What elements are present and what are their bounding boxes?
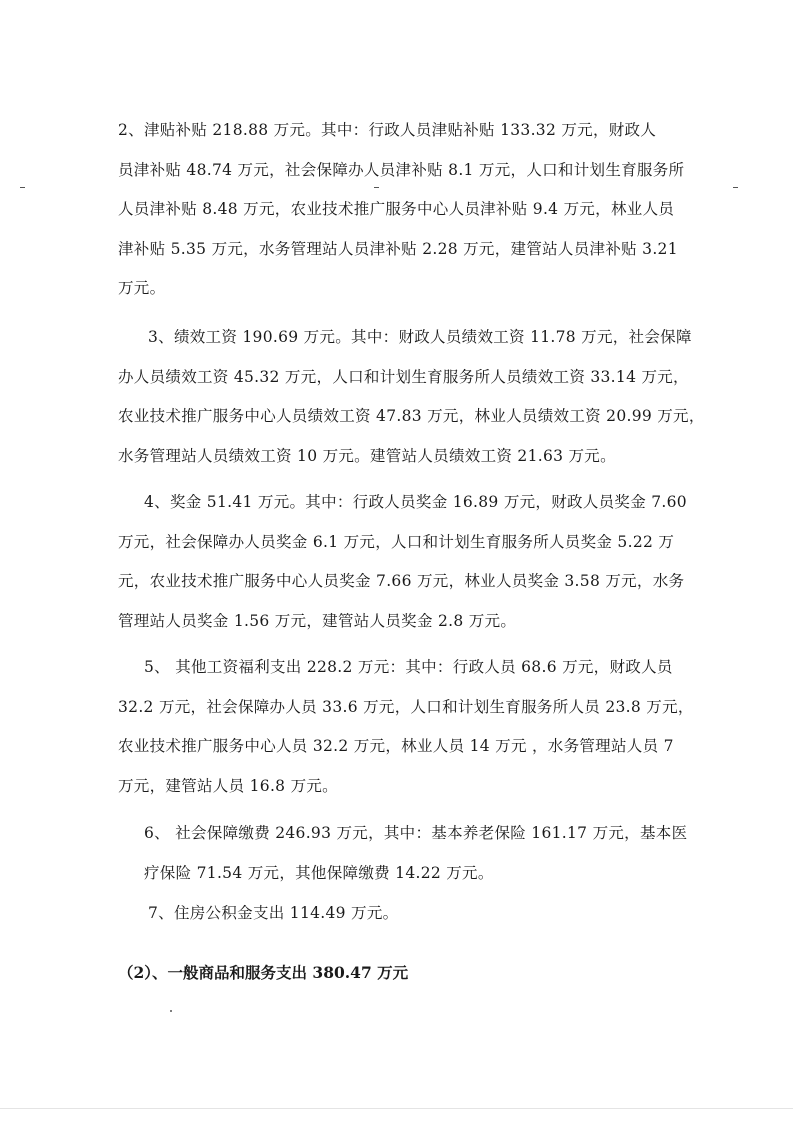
scan-dot [170,1010,172,1012]
text-line: 2、津贴补贴 218.88 万元。其中：行政人员津贴补贴 133.32 万元，财政人 [118,121,657,139]
paragraph-allowance [118,111,685,309]
text-line: 管理站人员奖金 1.56 万元，建管站人员奖金 2.8 万元。 [118,611,517,630]
text-line: 5、 其他工资福利支出 228.2 万元：其中：行政人员 68.6 万元，财政人员 [144,658,673,676]
section-heading: （2）、一般商品和服务支出 380.47 万元 [118,963,409,982]
text-line: 津补贴 5.35 万元，水务管理站人员津补贴 2.28 万元，建管站人员津补贴 3.21 [118,239,678,258]
text-line: 农业技术推广服务中心人员绩效工资 47.83 万元，林业人员绩效工资 20.99 万元， [118,407,705,425]
text-line: 4、奖金 51.41 万元。其中：行政人员奖金 16.89 万元，财政人员奖金 7.60 [144,493,687,511]
text-line: 人员津补贴 8.48 万元，农业技术推广服务中心人员津补贴 9.4 万元，林业人员 [118,200,675,218]
text-line: 万元，建管站人员 16.8 万元。 [118,776,338,795]
page-edge [0,1108,793,1109]
text-line: 6、 社会保障缴费 246.93 万元，其中：基本养老保险 161.17 万元，基本医 [144,824,688,842]
text-line: 万元。 [118,279,166,297]
text-line: 疗保险 71.54 万元，其他保障缴费 14.22 万元。 [144,863,494,882]
scan-mark [733,187,738,188]
paragraph-social-security [118,814,688,893]
text-line: 农业技术推广服务中心人员 32.2 万元，林业人员 14 万元 ，水务管理站人员 7 [118,737,674,755]
text-line: 32.2 万元，社会保障办人员 33.6 万元，人口和计划生育服务所人员 23.8 万元， [118,697,694,716]
text-line: 7、住房公积金支出 114.49 万元。 [148,904,399,922]
text-line: 3、绩效工资 190.69 万元。其中：财政人员绩效工资 11.78 万元，社会保障 [148,328,692,346]
text-line: 水务管理站人员绩效工资 10 万元。建管站人员绩效工资 21.63 万元。 [118,446,616,465]
paragraph-bonus [118,483,687,641]
text-line: 员津补贴 48.74 万元，社会保障办人员津补贴 8.1 万元，人口和计划生育服务所 [118,160,685,179]
text-line: 办人员绩效工资 45.32 万元，人口和计划生育服务所人员绩效工资 33.14 万元， [118,367,689,386]
paragraph-housing-fund [118,894,678,934]
text-line: 万元，社会保障办人员奖金 6.1 万元，人口和计划生育服务所人员奖金 5.22 万 [118,532,675,551]
paragraph-other-welfare [118,648,694,806]
text-line: 元，农业技术推广服务中心人员奖金 7.66 万元，林业人员奖金 3.58 万元，水务 [118,572,685,590]
paragraph-performance-pay [118,318,705,476]
scan-mark [20,187,25,188]
